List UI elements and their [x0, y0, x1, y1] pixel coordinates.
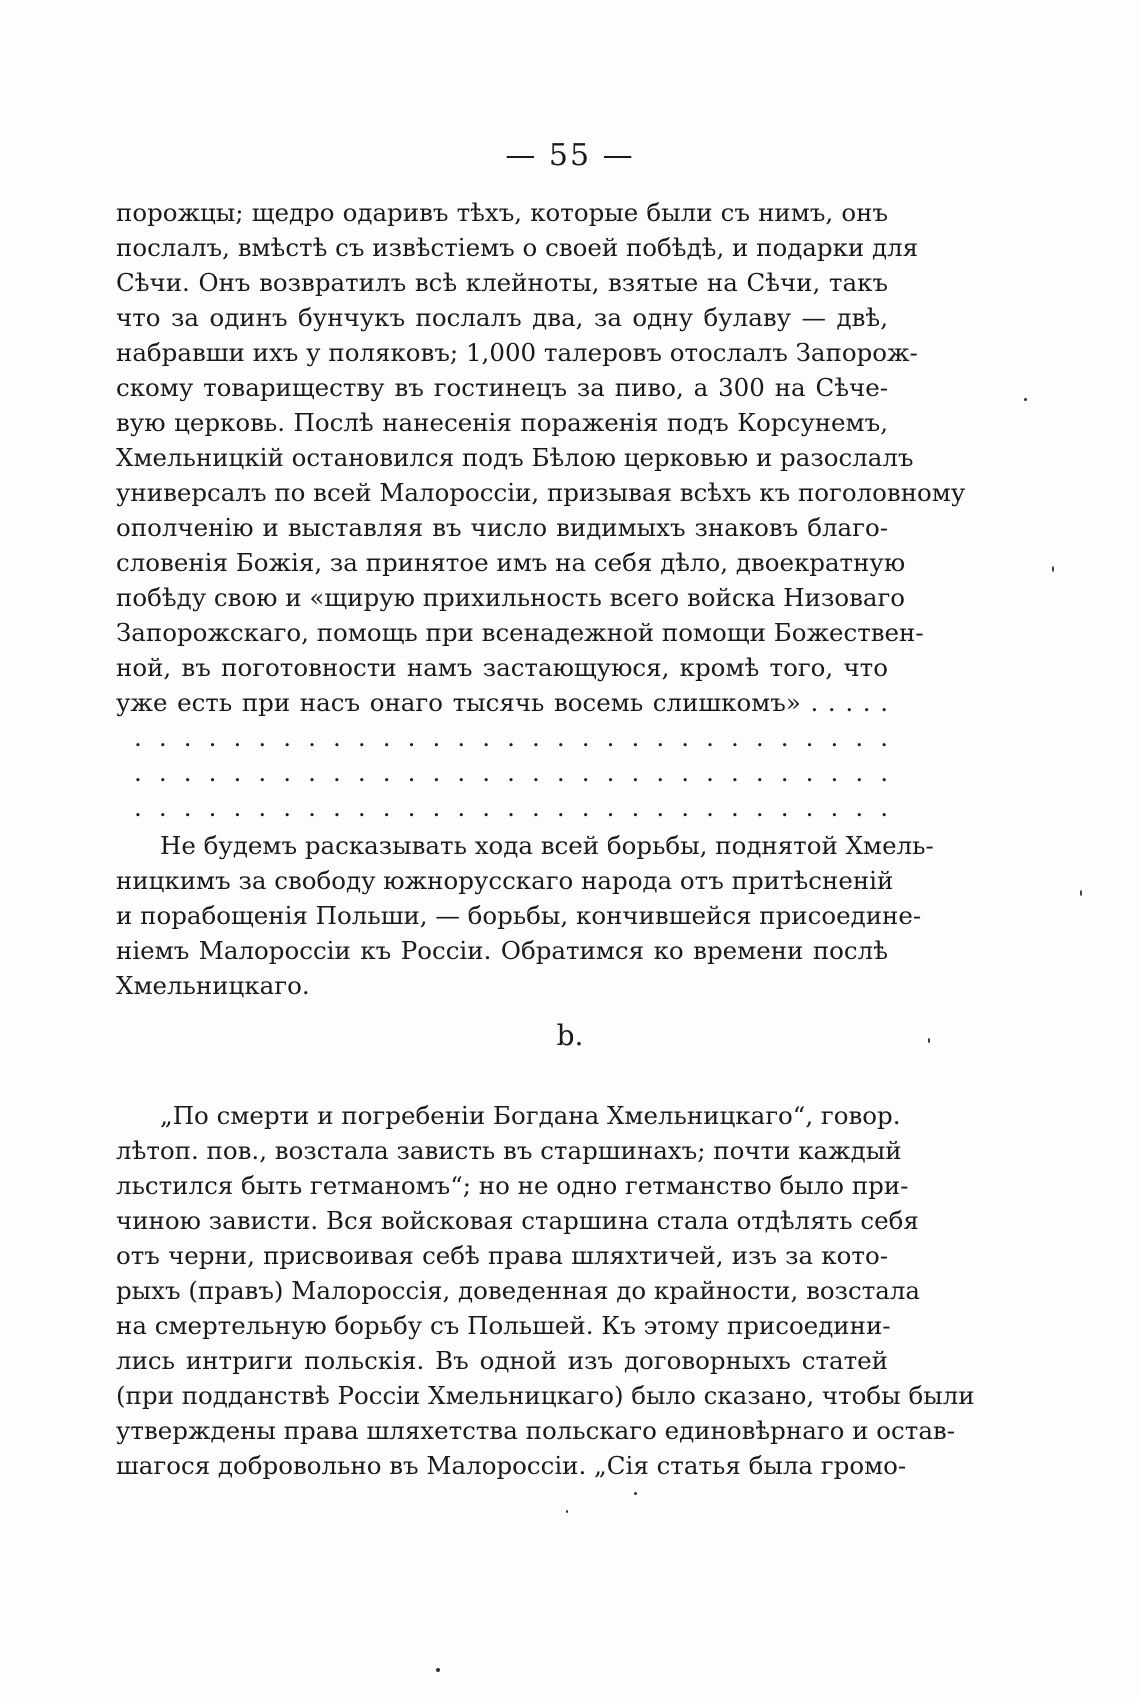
text-line: Сѣчи. Онъ возвратилъ всѣ клейноты, взятые на Сѣчи, такъ — [116, 268, 888, 297]
scan-speck — [1052, 566, 1054, 572]
text-line: чиною зависти. Вся войсковая старшина стала отдѣлять себя — [116, 1206, 919, 1235]
scan-speck — [436, 1668, 440, 1672]
dot-row: . . . . . . . . . . . . . . . . . . . . . . . . . . . . . . . — [134, 723, 888, 752]
text-line: и порабощенія Польши, — борьбы, кончившейся присоедине- — [116, 901, 922, 930]
paragraph-2 — [116, 828, 934, 1003]
text-line: Хмельницкаго. — [116, 971, 310, 1000]
text-line: ніемъ Малороссіи къ Россіи. Обратимся ко времени послѣ — [116, 936, 888, 965]
scan-speck — [634, 1492, 637, 1495]
text-line: ной, въ поготовности намъ застающуюся, кромѣ того, что — [116, 653, 888, 682]
scan-speck — [1024, 398, 1027, 401]
text-line: побѣду свою и «щирую прихильность всего войска Низоваго — [116, 583, 906, 612]
text-line: послалъ, вмѣстѣ съ извѣстіемъ о своей побѣдѣ, и подарки для — [116, 233, 919, 262]
text-line: словенія Божія, за принятое имъ на себя дѣло, двоекратную — [116, 548, 906, 577]
text-line: скому товариществу въ гостинецъ за пиво, а 300 на Сѣче- — [116, 373, 888, 402]
text-line: набравши ихъ у поляковъ; 1,000 талеровъ отослалъ Запорож- — [116, 338, 918, 367]
page-number: — 55 — — [505, 138, 635, 173]
text-line: рыхъ (правъ) Малороссія, доведенная до крайности, возстала — [116, 1276, 921, 1305]
paragraph-3 — [116, 1098, 975, 1483]
text-line: уже есть при насъ онаго тысячь восемь слишкомъ» . . . . . — [116, 688, 888, 717]
section-letter: b. — [556, 1019, 584, 1052]
text-line: лѣтоп. пов., возстала зависть въ старшинахъ; почти каждый — [116, 1136, 902, 1165]
text-line: утверждены права шляхетства польскаго единовѣрнаго и остав- — [116, 1416, 955, 1445]
text-line: что за одинъ бунчукъ послалъ два, за одну булаву — двѣ, — [116, 303, 888, 332]
text-line: на смертельную борьбу съ Польшей. Къ этому присоедини- — [116, 1311, 891, 1340]
text-line: Запорожскаго, помощь при всенадежной помощи Божествен- — [116, 618, 924, 647]
text-line: универсалъ по всей Малороссіи, призывая всѣхъ къ поголовному — [116, 478, 966, 507]
scan-speck — [566, 1510, 568, 1513]
text-line: льстился быть гетманомъ“; но не одно гетманство было при- — [116, 1171, 909, 1200]
text-line: вую церковь. Послѣ нанесенія пораженія подъ Корсунемъ, — [116, 408, 888, 437]
text-line: лись интриги польскія. Въ одной изъ договорныхъ статей — [116, 1346, 888, 1375]
text-line: порожцы; щедро одаривъ тѣхъ, которые были съ нимъ, онъ — [116, 198, 888, 227]
text-line: ополченію и выставляя въ число видимыхъ знаковъ благо- — [116, 513, 888, 542]
scan-speck — [928, 1038, 930, 1043]
text-line: шагося добровольно въ Малороссіи. „Сія статья была громо- — [116, 1451, 907, 1480]
paragraph-1 — [116, 195, 966, 720]
dot-row: . . . . . . . . . . . . . . . . . . . . . . . . . . . . . . . — [134, 758, 888, 787]
text-line: „По смерти и погребеніи Богдана Хмельницкаго“, говор. — [160, 1101, 901, 1130]
text-line: отъ черни, присвоивая себѣ права шляхтичей, изъ за кото- — [116, 1241, 888, 1270]
ellipsis-rows — [116, 720, 888, 825]
text-line: (при подданствѣ Россіи Хмельницкаго) было сказано, чтобы были — [116, 1381, 975, 1410]
scan-speck — [1080, 890, 1082, 896]
text-line: Не будемъ расказывать хода всей борьбы, поднятой Хмель- — [160, 831, 934, 860]
dot-row: . . . . . . . . . . . . . . . . . . . . . . . . . . . . . . . — [134, 793, 888, 822]
text-line: ницкимъ за свободу южнорусскаго народа отъ притѣсненій — [116, 866, 894, 895]
text-line: Хмельницкій остановился подъ Бѣлою церковью и разослалъ — [116, 443, 914, 472]
